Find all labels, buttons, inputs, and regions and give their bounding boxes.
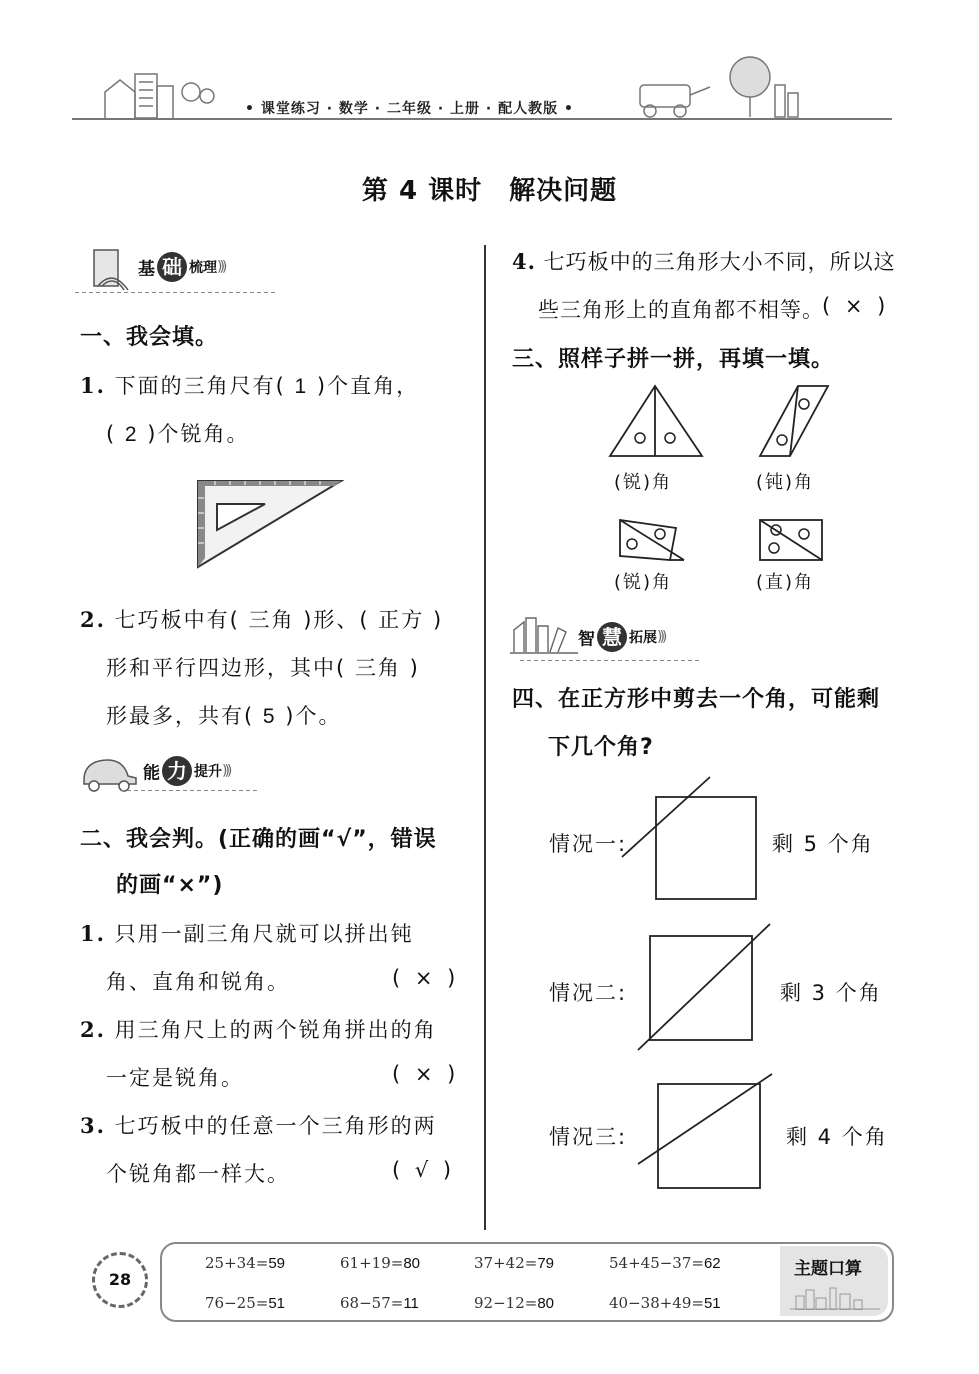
s2-q4-mark: ( × ) bbox=[822, 294, 890, 318]
badge-ability-b: 力 bbox=[162, 756, 192, 786]
s1-q1-text-c: ( bbox=[106, 422, 117, 446]
s1-q2-text-e: ) bbox=[409, 656, 420, 680]
section3-heading: 三、照样子拼一拼，再填一填。 bbox=[512, 347, 835, 372]
s1-q1-text-d: )个锐角。 bbox=[147, 422, 250, 446]
s2-q2-text1: 用三角尺上的两个锐角拼出的角 bbox=[114, 1018, 437, 1042]
caption-2-answer: 钝 bbox=[765, 472, 786, 493]
badge-wisdom bbox=[578, 622, 664, 652]
s1-q2-text-b: )形、( bbox=[303, 608, 370, 632]
calc-r2-1 bbox=[205, 1294, 285, 1312]
puzzle-caption-3 bbox=[614, 568, 672, 594]
s1-q1-line1 bbox=[80, 370, 419, 400]
caption-3-open: ( bbox=[614, 572, 624, 593]
case-2-result: 剩 3 个角 bbox=[780, 981, 882, 1005]
s2-q1-line2: 角、直角和锐角。 bbox=[106, 970, 290, 994]
s1-q1-number: 1. bbox=[80, 373, 106, 398]
books-icon bbox=[508, 612, 580, 656]
puzzle-figure-1 bbox=[608, 384, 704, 458]
calc-expr: 25+34= bbox=[205, 1254, 269, 1272]
triangle-ruler-figure bbox=[195, 478, 345, 570]
calc-expr: 76−25= bbox=[205, 1294, 269, 1312]
s2-q4-line2: 些三角形上的直角都不相等。 bbox=[538, 298, 824, 322]
s1-q2-line3 bbox=[106, 700, 341, 730]
puzzle-figure-4 bbox=[756, 518, 826, 562]
badge-basic bbox=[138, 252, 224, 282]
badge-basic-a: 基 bbox=[138, 259, 155, 280]
s2-q4-number: 4. bbox=[512, 249, 536, 274]
book-icon bbox=[88, 246, 136, 294]
calc-result: 59 bbox=[268, 1255, 285, 1272]
s2-q3-mark: ( √ ) bbox=[392, 1158, 456, 1182]
puzzle-figure-2 bbox=[756, 384, 832, 458]
calc-expr: 92−12= bbox=[474, 1294, 538, 1312]
series-title: • 课堂练习 · 数学 · 二年级 · 上册 · 配人教版 • bbox=[245, 101, 574, 117]
s2-q3-number: 3. bbox=[80, 1113, 106, 1138]
calc-result: 51 bbox=[268, 1295, 285, 1312]
puzzle-figure-3 bbox=[616, 516, 686, 564]
badge-basic-arcs: ))) bbox=[217, 259, 225, 275]
badge-ability-c: 提升 bbox=[194, 764, 222, 780]
caption-3-answer: 锐 bbox=[623, 572, 644, 593]
car-icon bbox=[80, 752, 142, 794]
badge-ability bbox=[143, 756, 229, 786]
case-2-label: 情况二: bbox=[549, 981, 628, 1005]
s1-q2-text-g: )个。 bbox=[285, 704, 342, 728]
s2-q4-line1 bbox=[512, 246, 896, 276]
s1-q2-answer4: 5 bbox=[262, 705, 277, 728]
s1-q2-answer3: 三角 bbox=[354, 656, 401, 680]
case-1-label: 情况一: bbox=[549, 832, 628, 856]
s1-q1-text-b: )个直角， bbox=[316, 374, 420, 398]
calc-expr: 54+45−37= bbox=[609, 1254, 704, 1272]
s1-q2-answer1: 三角 bbox=[248, 608, 295, 632]
badge-ability-underline bbox=[120, 790, 260, 791]
calc-expr: 40−38+49= bbox=[609, 1294, 704, 1312]
badge-basic-c: 梳理 bbox=[189, 260, 217, 276]
s1-q2-text-d: 形和平行四边形，其中( bbox=[106, 656, 347, 680]
badge-ability-a: 能 bbox=[143, 763, 160, 784]
section4-heading-line1: 四、在正方形中剪去一个角，可能剩 bbox=[512, 687, 881, 712]
badge-wisdom-underline bbox=[520, 660, 700, 661]
calc-result: 51 bbox=[703, 1295, 721, 1312]
case-3-label: 情况三: bbox=[549, 1125, 628, 1149]
s1-q1-answer1: 1 bbox=[294, 375, 309, 398]
calc-r1-2 bbox=[340, 1254, 420, 1272]
calc-expr: 37+42= bbox=[474, 1254, 538, 1272]
s1-q2-answer2: 正方 bbox=[378, 608, 425, 632]
calc-r2-4 bbox=[609, 1294, 721, 1312]
header-illustration-left bbox=[95, 62, 225, 120]
calc-r1-4 bbox=[609, 1254, 721, 1272]
city-skyline-icon bbox=[790, 1284, 880, 1310]
s1-q2-text-c: ) bbox=[432, 608, 444, 632]
badge-wisdom-arcs: ))) bbox=[657, 629, 665, 645]
s2-q2-mark: ( × ) bbox=[392, 1062, 460, 1086]
caption-1-answer: 锐 bbox=[623, 472, 644, 493]
caption-4-open: ( bbox=[756, 572, 766, 593]
s1-q2-line1 bbox=[80, 604, 443, 634]
caption-4-close: )角 bbox=[785, 572, 815, 593]
badge-wisdom-b: 慧 bbox=[597, 622, 627, 652]
calc-r1-1 bbox=[205, 1254, 285, 1272]
s1-q2-number: 2. bbox=[80, 607, 106, 632]
badge-basic-b: 础 bbox=[157, 252, 187, 282]
section2-heading-line1: 二、我会判。(正确的画“√”，错误 bbox=[80, 827, 437, 852]
puzzle-caption-1 bbox=[614, 468, 672, 494]
badge-wisdom-c: 拓展 bbox=[629, 630, 657, 646]
s2-q1-number: 1. bbox=[80, 921, 106, 946]
s2-q3-line1 bbox=[80, 1110, 437, 1140]
caption-1-open: ( bbox=[614, 472, 624, 493]
calc-result: 80 bbox=[403, 1255, 420, 1272]
s2-q2-line2: 一定是锐角。 bbox=[106, 1066, 244, 1090]
s1-q1-line2 bbox=[106, 418, 249, 448]
calc-result: 79 bbox=[537, 1255, 554, 1272]
calc-expr: 61+19= bbox=[340, 1254, 404, 1272]
s1-q1-text-a: 下面的三角尺有( bbox=[114, 374, 286, 398]
puzzle-caption-2 bbox=[756, 468, 814, 494]
column-divider bbox=[484, 245, 486, 1230]
s2-q4-text1: 七巧板中的三角形大小不同，所以这 bbox=[543, 250, 896, 274]
case-3-result: 剩 4 个角 bbox=[786, 1125, 888, 1149]
s2-q3-text1: 七巧板中的任意一个三角形的两 bbox=[114, 1114, 437, 1138]
puzzle-caption-4 bbox=[756, 568, 814, 594]
page-number: 28 bbox=[92, 1252, 148, 1308]
s2-q2-line1 bbox=[80, 1014, 437, 1044]
s1-q2-text-a: 七巧板中有( bbox=[114, 608, 240, 632]
section2-heading-line2: 的画“×”) bbox=[116, 873, 224, 898]
s2-q2-number: 2. bbox=[80, 1017, 106, 1042]
calc-result: 80 bbox=[537, 1295, 554, 1312]
calc-expr: 68−57= bbox=[340, 1294, 404, 1312]
footer-tag-label: 主题口算 bbox=[794, 1259, 862, 1279]
square-cut-figure-3 bbox=[634, 1072, 776, 1192]
header-illustration-right bbox=[620, 55, 820, 120]
calc-result: 11 bbox=[403, 1295, 419, 1312]
case-1-result: 剩 5 个角 bbox=[772, 832, 874, 856]
square-cut-figure-1 bbox=[620, 775, 760, 903]
s1-q2-text-f: 形最多，共有( bbox=[106, 704, 255, 728]
lesson-title: 第 4 课时 解决问题 bbox=[361, 176, 618, 206]
calc-r2-2 bbox=[340, 1294, 419, 1312]
s1-q1-answer2: 2 bbox=[124, 423, 139, 446]
s2-q3-line2: 个锐角都一样大。 bbox=[106, 1162, 290, 1186]
header-rule bbox=[72, 118, 892, 120]
badge-ability-arcs: ))) bbox=[222, 763, 230, 779]
caption-2-open: ( bbox=[756, 472, 766, 493]
s2-q1-text1: 只用一副三角尺就可以拼出钝 bbox=[114, 922, 414, 946]
section4-heading-line2: 下几个角? bbox=[548, 735, 654, 760]
s1-q2-line2 bbox=[106, 652, 420, 682]
badge-basic-underline bbox=[75, 292, 275, 293]
calc-r1-3 bbox=[474, 1254, 554, 1272]
caption-3-close: )角 bbox=[643, 572, 673, 593]
calc-r2-3 bbox=[474, 1294, 554, 1312]
caption-2-close: )角 bbox=[785, 472, 815, 493]
badge-wisdom-a: 智 bbox=[578, 629, 595, 650]
caption-4-answer: 直 bbox=[765, 572, 786, 593]
s2-q1-mark: ( × ) bbox=[392, 966, 460, 990]
calc-result: 62 bbox=[703, 1255, 721, 1272]
section1-heading: 一、我会填。 bbox=[80, 325, 219, 350]
s2-q1-line1 bbox=[80, 918, 414, 948]
square-cut-figure-2 bbox=[634, 922, 774, 1054]
caption-1-close: )角 bbox=[643, 472, 673, 493]
